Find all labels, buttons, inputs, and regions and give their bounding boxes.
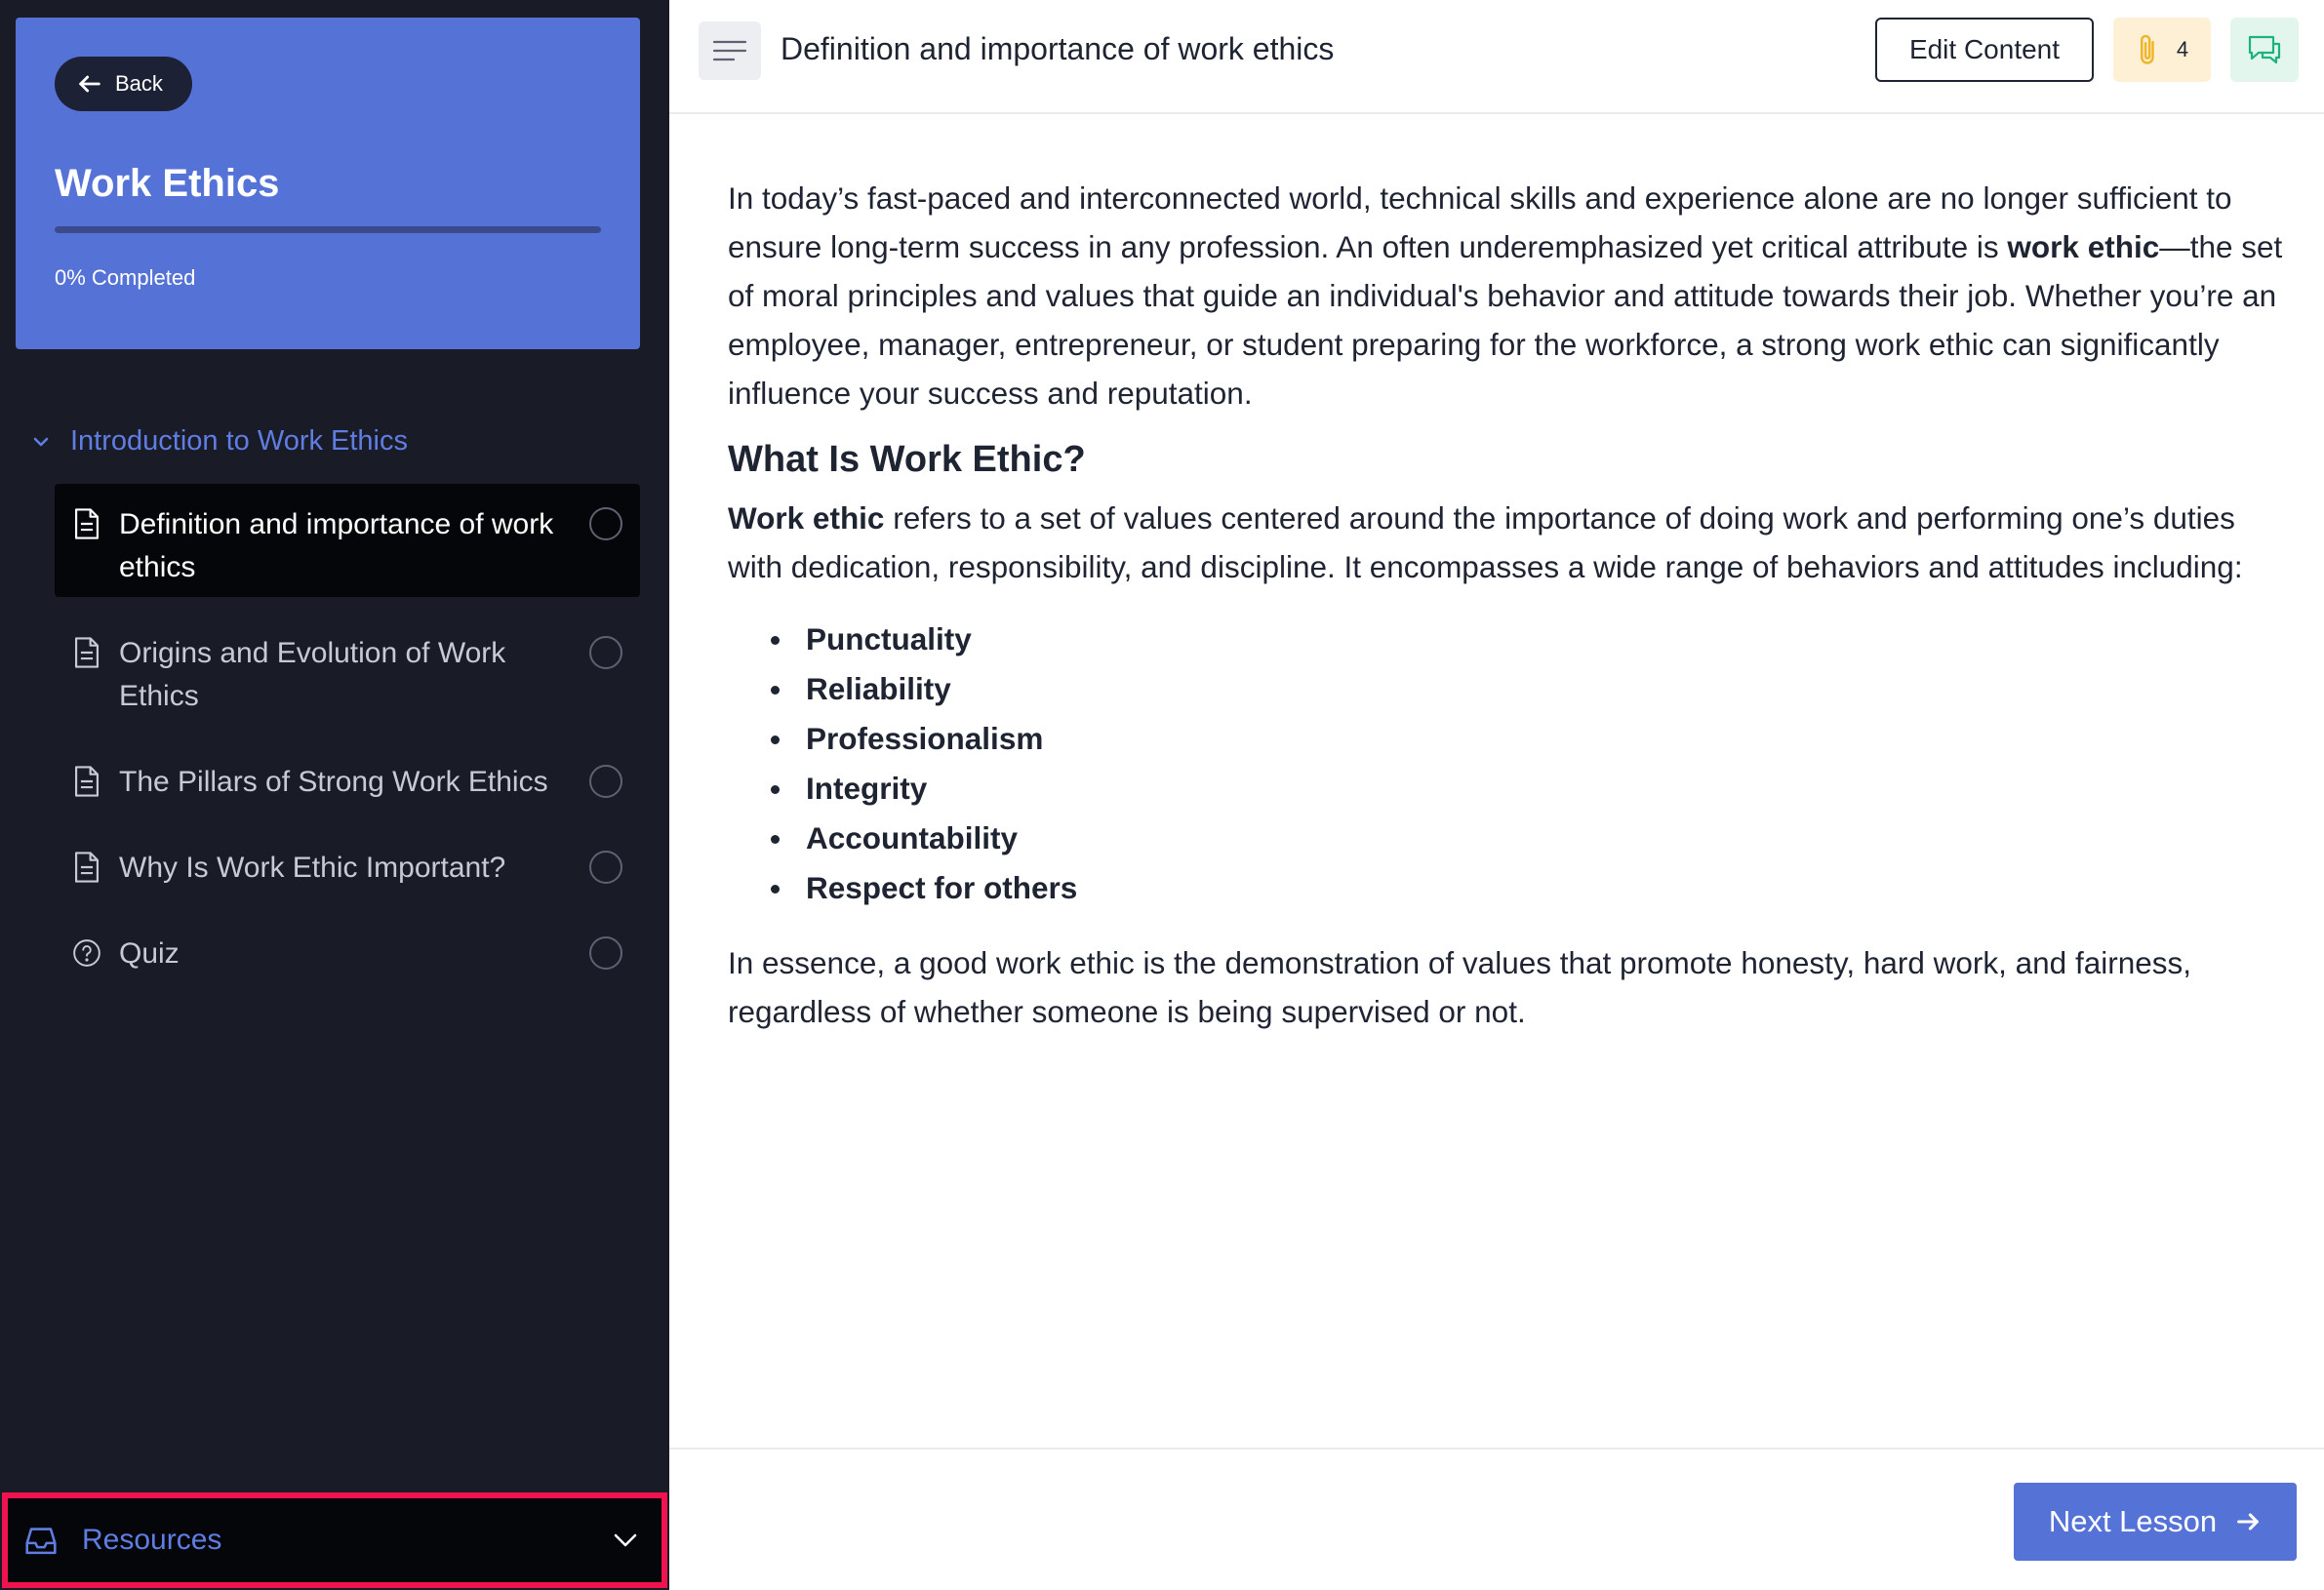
resources-toggle[interactable] <box>2 1492 667 1588</box>
document-icon <box>72 851 101 884</box>
traits-list <box>728 615 2289 913</box>
chevron-down-icon <box>611 1526 640 1555</box>
attachment-count: 4 <box>2176 37 2189 61</box>
document-icon <box>72 636 101 669</box>
content-heading: What Is Work Ethic? <box>728 439 1086 480</box>
lesson-label: Why Is Work Ethic Important? <box>119 852 506 884</box>
course-title: Work Ethics <box>55 162 280 205</box>
lesson-item-why-important[interactable] <box>55 827 640 909</box>
hamburger-menu-icon <box>711 37 748 64</box>
lesson-label: Quiz <box>119 937 180 970</box>
document-icon <box>72 507 101 540</box>
top-bar <box>669 0 2324 114</box>
list-item: Respect for others <box>771 863 2289 913</box>
lesson-label: Origins and Evolution of Work Ethics <box>119 637 506 712</box>
completion-circle-icon <box>589 936 622 970</box>
completion-circle-icon <box>589 636 622 669</box>
document-icon <box>72 765 101 798</box>
comments-button[interactable] <box>2230 18 2299 82</box>
lesson-label: The Pillars of Strong Work Ethics <box>119 766 548 798</box>
course-header-card <box>16 18 640 349</box>
footer-bar <box>669 1448 2324 1590</box>
list-item: Integrity <box>771 764 2289 814</box>
list-item: Professionalism <box>771 714 2289 764</box>
chevron-down-icon <box>29 430 53 454</box>
chat-bubbles-icon <box>2246 32 2283 67</box>
list-item: Punctuality <box>771 615 2289 664</box>
progress-label: 0% Completed <box>55 265 196 290</box>
progress-bar <box>55 226 601 233</box>
attachments-button[interactable] <box>2113 18 2211 82</box>
completion-circle-icon <box>589 507 622 540</box>
conclusion-paragraph: In essence, a good work ethic is the demonstration of values that promote honesty, hard work, and fairness, regardless of whether someone is being supervised or not. <box>728 945 2191 1029</box>
definition-paragraph: Work ethic refers to a set of values centered around the importance of doing work and performing one’s duties with dedication, responsibility, and discipline. It encompasses a wide range of behaviors and attitudes including: <box>728 500 2243 584</box>
lesson-content <box>728 174 2289 1052</box>
page-title: Definition and importance of work ethics <box>781 31 1335 66</box>
list-item: Reliability <box>771 664 2289 714</box>
list-item: Accountability <box>771 814 2289 863</box>
lesson-label: Definition and importance of work ethics <box>119 508 554 583</box>
paperclip-icon <box>2136 32 2161 67</box>
back-button[interactable] <box>55 57 192 111</box>
lesson-item-pillars[interactable] <box>55 741 640 823</box>
back-label: Back <box>115 71 163 96</box>
arrow-right-icon <box>2234 1508 2262 1535</box>
arrow-left-icon <box>76 70 103 98</box>
lesson-item-origins[interactable] <box>55 613 640 737</box>
question-circle-icon <box>72 936 101 970</box>
completion-circle-icon <box>589 851 622 884</box>
section-title: Introduction to Work Ethics <box>70 425 409 457</box>
section-toggle-introduction[interactable] <box>29 425 408 457</box>
menu-button[interactable] <box>699 21 761 80</box>
sidebar <box>0 0 669 1590</box>
intro-paragraph: In today’s fast-paced and interconnected world, technical skills and experience alone are no longer sufficient to ensure long-term success in any profession. An often underemphasized yet critical attribute is work ethic—the set of moral principles and values that guide an individual's behavior and attitude towards their job. Whether you’re an employee, manager, entrepreneur, or student preparing for the workforce, a strong work ethic can significantly influence your success and reputation. <box>728 180 2283 411</box>
lesson-item-definition[interactable] <box>55 484 640 597</box>
lesson-item-quiz[interactable] <box>55 913 640 995</box>
resources-label: Resources <box>82 1524 222 1556</box>
next-lesson-label: Next Lesson <box>2048 1504 2218 1538</box>
completion-circle-icon <box>589 765 622 798</box>
inbox-icon <box>21 1521 60 1560</box>
edit-content-button[interactable]: Edit Content <box>1875 18 2094 82</box>
next-lesson-button[interactable] <box>2014 1483 2297 1561</box>
